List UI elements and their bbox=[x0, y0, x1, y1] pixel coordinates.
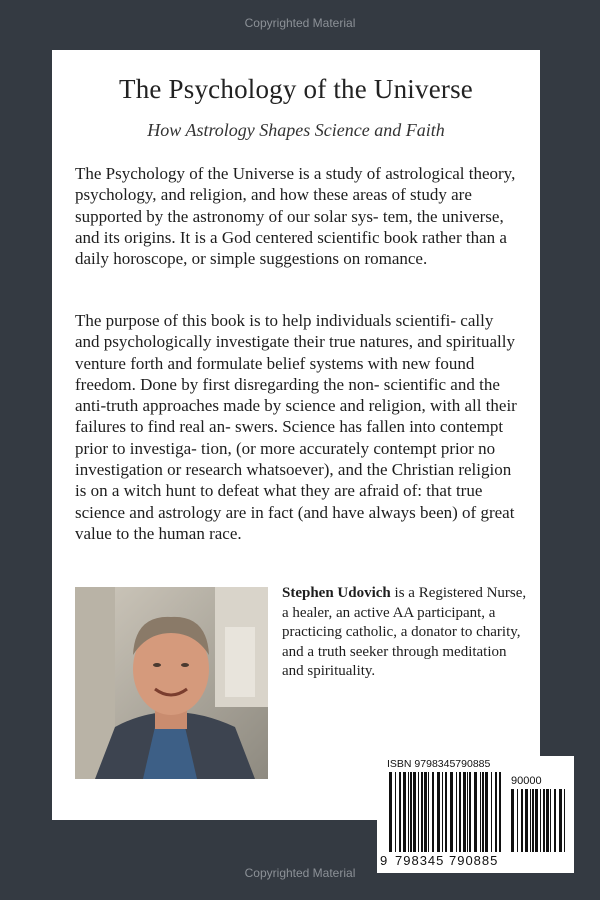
barcode-digit-first: 9 bbox=[380, 853, 389, 868]
description-paragraph-2: The purpose of this book is to help individuals scientifi- cally and psychologically investigate their true natures, and spiritually venture forth and formulate belief systems with new found freedom. Done by first disregarding the non- scientific and the anti-truth approaches made by science and religion, with all their failures to find real an- swers. Science has fallen into contempt prior to investiga- tion, (or more accurately contempt prior no investigation or research whatsoever), and the Christian religion is on a witch hunt to defeat what they are afraid of: that true science and astrology are in fact (and have always been) of great value to the human race. bbox=[75, 311, 517, 543]
isbn-barcode bbox=[377, 756, 574, 873]
author-bio bbox=[282, 584, 527, 682]
watermark-bottom: Copyrighted Material bbox=[244, 866, 356, 880]
watermark-top: Copyrighted Material bbox=[244, 16, 356, 30]
barcode-digits: 798345 790885 bbox=[395, 853, 499, 868]
book-subtitle: How Astrology Shapes Science and Faith bbox=[147, 120, 445, 140]
author-name: Stephen Udovich bbox=[282, 585, 391, 601]
price-code: 90000 bbox=[511, 775, 542, 787]
author-photo bbox=[75, 587, 268, 779]
isbn-label: ISBN 9798345790885 bbox=[387, 758, 491, 770]
author-bio-text: is a Registered Nurse, a healer, an active AA participant, a practicing catholic, a donator to charity, and a truth seeker through meditation and spirituality. bbox=[282, 585, 527, 679]
book-title: The Psychology of the Universe bbox=[119, 74, 473, 104]
description-paragraph-1: The Psychology of the Universe is a study of astrological theory, psychology, and religion, and how these areas of study are supported by the astronomy of our solar sys- tem, the universe, and its origins. It is a God centered scientific book rather than a daily horoscope, or simple suggestions on romance. bbox=[75, 164, 516, 269]
book-back-cover bbox=[52, 50, 540, 820]
